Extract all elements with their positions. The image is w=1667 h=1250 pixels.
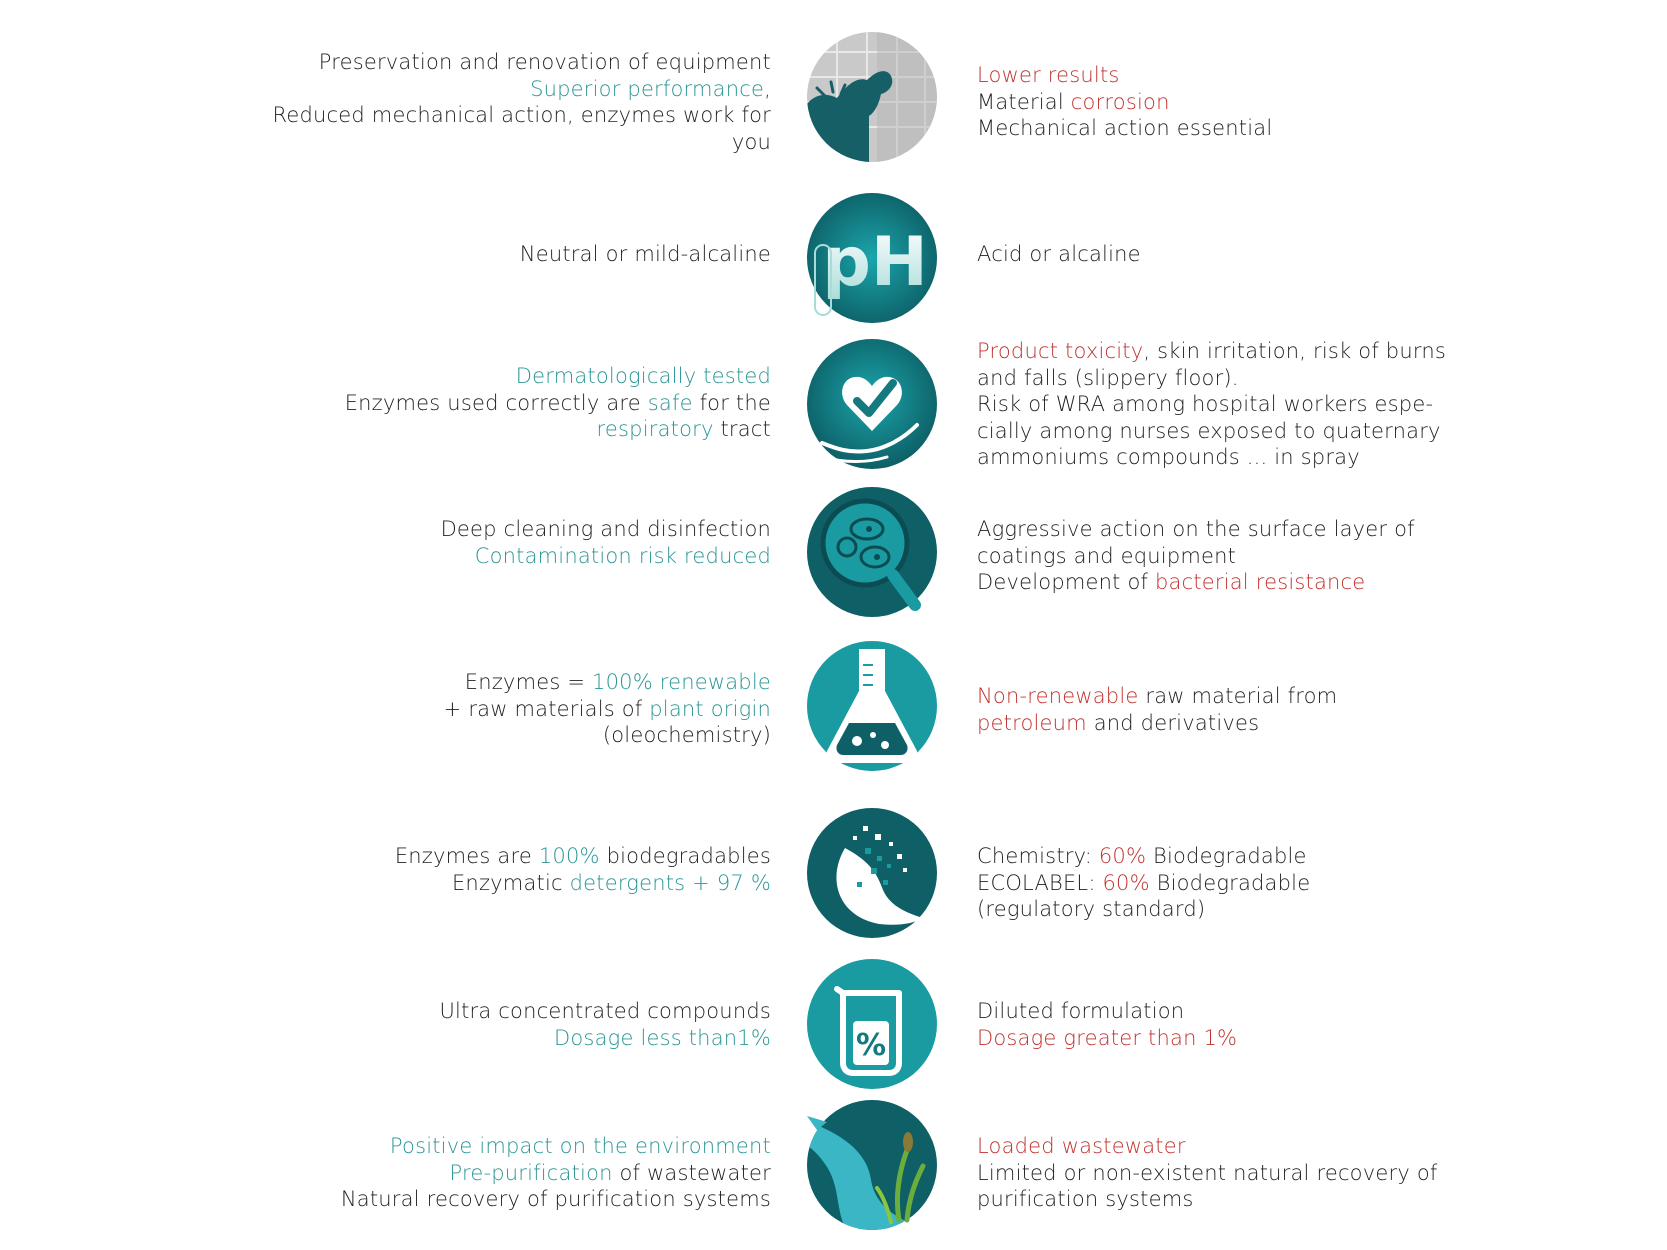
text-segment: , xyxy=(764,76,771,101)
text-segment: Lower results xyxy=(977,63,1120,87)
bacteria-magnifier-icon xyxy=(807,487,937,617)
row4-drawbacks xyxy=(977,516,1477,596)
left-text-line xyxy=(240,516,771,543)
right-text-line xyxy=(977,1186,1477,1213)
text-segment: Superior performance xyxy=(530,76,765,101)
text-segment: Aggressive action on the surface layer of xyxy=(977,517,1415,541)
text-segment: and falls (slippery floor). xyxy=(977,365,1239,390)
row2-drawbacks xyxy=(977,241,1477,268)
text-segment: biodegradables xyxy=(599,844,771,868)
right-text-line xyxy=(977,843,1477,870)
text-segment: Dermatologically tested xyxy=(515,364,771,388)
ph-icon-label: pH xyxy=(822,223,928,302)
text-segment: ammoniums compounds ... in spray xyxy=(977,445,1360,469)
row4-benefits xyxy=(240,516,771,569)
left-text-line xyxy=(240,76,771,103)
right-text-line xyxy=(977,365,1477,392)
text-segment: Contamination risk reduced xyxy=(474,543,771,568)
text-segment: Positive impact on the environment xyxy=(389,1134,771,1158)
left-text-line xyxy=(240,543,771,570)
left-text-line xyxy=(240,722,771,749)
text-segment: + raw materials of xyxy=(443,696,650,721)
text-segment: and derivatives xyxy=(1086,710,1260,735)
right-text-line xyxy=(977,62,1477,89)
text-segment: Enzymes used correctly are xyxy=(344,390,648,415)
left-text-line xyxy=(240,1186,771,1213)
text-segment: 100% xyxy=(538,844,600,868)
heart-check-hand-icon xyxy=(807,339,937,469)
text-segment: Neutral or mild-alcaline xyxy=(519,242,771,266)
text-segment: Reduced mechanical action, enzymes work for xyxy=(272,103,771,127)
text-segment: plant origin xyxy=(649,696,771,721)
text-segment: tract xyxy=(713,417,771,441)
right-text-line xyxy=(977,418,1477,445)
text-segment: Dosage less than1% xyxy=(554,1025,771,1050)
text-segment: Diluted formulation xyxy=(977,999,1185,1023)
row8-benefits xyxy=(240,1133,771,1213)
right-text-line xyxy=(977,241,1477,268)
text-segment: of wastewater xyxy=(612,1160,771,1185)
text-segment: Preservation and renovation of equipment xyxy=(318,50,771,74)
right-text-line xyxy=(977,444,1477,471)
text-segment: , skin irritation, risk of burns xyxy=(1143,339,1446,363)
river-plants-icon xyxy=(807,1100,937,1230)
text-segment: Pre-purification xyxy=(449,1160,613,1185)
left-text-line xyxy=(240,1025,771,1052)
text-segment: Enzymatic xyxy=(451,870,570,895)
row2-benefits xyxy=(240,241,771,268)
text-segment: you xyxy=(731,129,771,154)
text-segment: 60% xyxy=(1102,870,1150,895)
left-text-line xyxy=(240,416,771,443)
right-text-line xyxy=(977,115,1477,142)
text-segment: purification systems xyxy=(977,1187,1194,1211)
text-segment: (regulatory standard) xyxy=(977,897,1206,921)
text-segment: ECOLABEL: xyxy=(977,870,1103,895)
text-segment: (oleochemistry) xyxy=(602,723,771,747)
left-text-line xyxy=(240,363,771,390)
text-segment: Risk of WRA among hospital workers espe- xyxy=(977,392,1434,416)
text-segment: Deep cleaning and disinfection xyxy=(440,517,771,541)
left-text-line xyxy=(240,1133,771,1160)
flask-icon xyxy=(807,641,937,771)
left-text-line xyxy=(240,1160,771,1187)
right-text-line xyxy=(977,998,1477,1025)
row5-drawbacks xyxy=(977,683,1477,736)
row1-benefits xyxy=(240,49,771,155)
text-segment: safe xyxy=(647,390,693,415)
right-text-line xyxy=(977,543,1477,570)
text-segment: Limited or non-existent natural recovery of xyxy=(977,1160,1438,1185)
left-text-line xyxy=(240,870,771,897)
text-segment: Biodegradable xyxy=(1146,844,1307,868)
row3-drawbacks xyxy=(977,338,1477,471)
right-text-line xyxy=(977,870,1477,897)
right-text-line xyxy=(977,569,1477,596)
right-text-line xyxy=(977,1025,1477,1052)
text-segment: Development of xyxy=(977,570,1155,594)
row5-benefits xyxy=(240,669,771,749)
text-segment: corrosion xyxy=(1070,89,1170,114)
text-segment: cially among nurses exposed to quaternary xyxy=(977,418,1441,443)
text-segment: Ultra concentrated compounds xyxy=(439,999,771,1023)
text-segment: respiratory xyxy=(596,417,714,441)
ph-icon xyxy=(807,193,937,323)
right-text-line xyxy=(977,89,1477,116)
right-text-line xyxy=(977,516,1477,543)
right-text-line xyxy=(977,1133,1477,1160)
text-segment: Acid or alcaline xyxy=(977,242,1141,266)
left-text-line xyxy=(240,390,771,417)
row7-drawbacks xyxy=(977,998,1477,1051)
text-segment: Dosage greater than 1% xyxy=(977,1025,1238,1050)
left-text-line xyxy=(240,129,771,156)
text-segment: Loaded wastewater xyxy=(977,1134,1186,1158)
row6-drawbacks xyxy=(977,843,1477,923)
left-text-line xyxy=(240,49,771,76)
text-segment: Chemistry: xyxy=(977,844,1099,868)
text-segment: Mechanical action essential xyxy=(977,116,1273,140)
text-segment: Enzymes = xyxy=(464,670,593,694)
left-text-line xyxy=(240,241,771,268)
left-text-line xyxy=(240,102,771,129)
right-text-line xyxy=(977,1160,1477,1187)
text-segment: Product toxicity xyxy=(977,339,1144,363)
text-segment: 60% xyxy=(1098,844,1147,868)
text-segment: bacterial resistance xyxy=(1154,570,1366,594)
text-segment: Biodegradable xyxy=(1149,870,1311,895)
text-segment: petroleum xyxy=(977,710,1087,735)
left-text-line xyxy=(240,669,771,696)
text-segment: raw material from xyxy=(1138,684,1338,708)
row3-benefits xyxy=(240,363,771,443)
left-text-line xyxy=(240,843,771,870)
text-segment: detergents + 97 % xyxy=(569,870,771,895)
left-text-line xyxy=(240,998,771,1025)
flexed-arm-icon xyxy=(807,32,937,162)
text-segment: for the xyxy=(692,390,771,415)
text-segment: Non-renewable xyxy=(977,684,1139,708)
right-text-line xyxy=(977,338,1477,365)
row7-benefits xyxy=(240,998,771,1051)
row1-drawbacks xyxy=(977,62,1477,142)
text-segment: 100% renewable xyxy=(592,670,771,694)
right-text-line xyxy=(977,896,1477,923)
percent-icon-label: % xyxy=(855,1028,887,1063)
percent-beaker-icon xyxy=(807,959,937,1089)
text-segment: Enzymes are xyxy=(394,844,539,868)
text-segment: Natural recovery of purification systems xyxy=(340,1187,771,1211)
right-text-line xyxy=(977,710,1477,737)
text-segment: coatings and equipment xyxy=(977,543,1237,568)
row6-benefits xyxy=(240,843,771,896)
left-text-line xyxy=(240,696,771,723)
right-text-line xyxy=(977,683,1477,710)
right-text-line xyxy=(977,391,1477,418)
text-segment: Material xyxy=(977,89,1071,114)
biodegradable-leaf-icon xyxy=(807,808,937,938)
row8-drawbacks xyxy=(977,1133,1477,1213)
